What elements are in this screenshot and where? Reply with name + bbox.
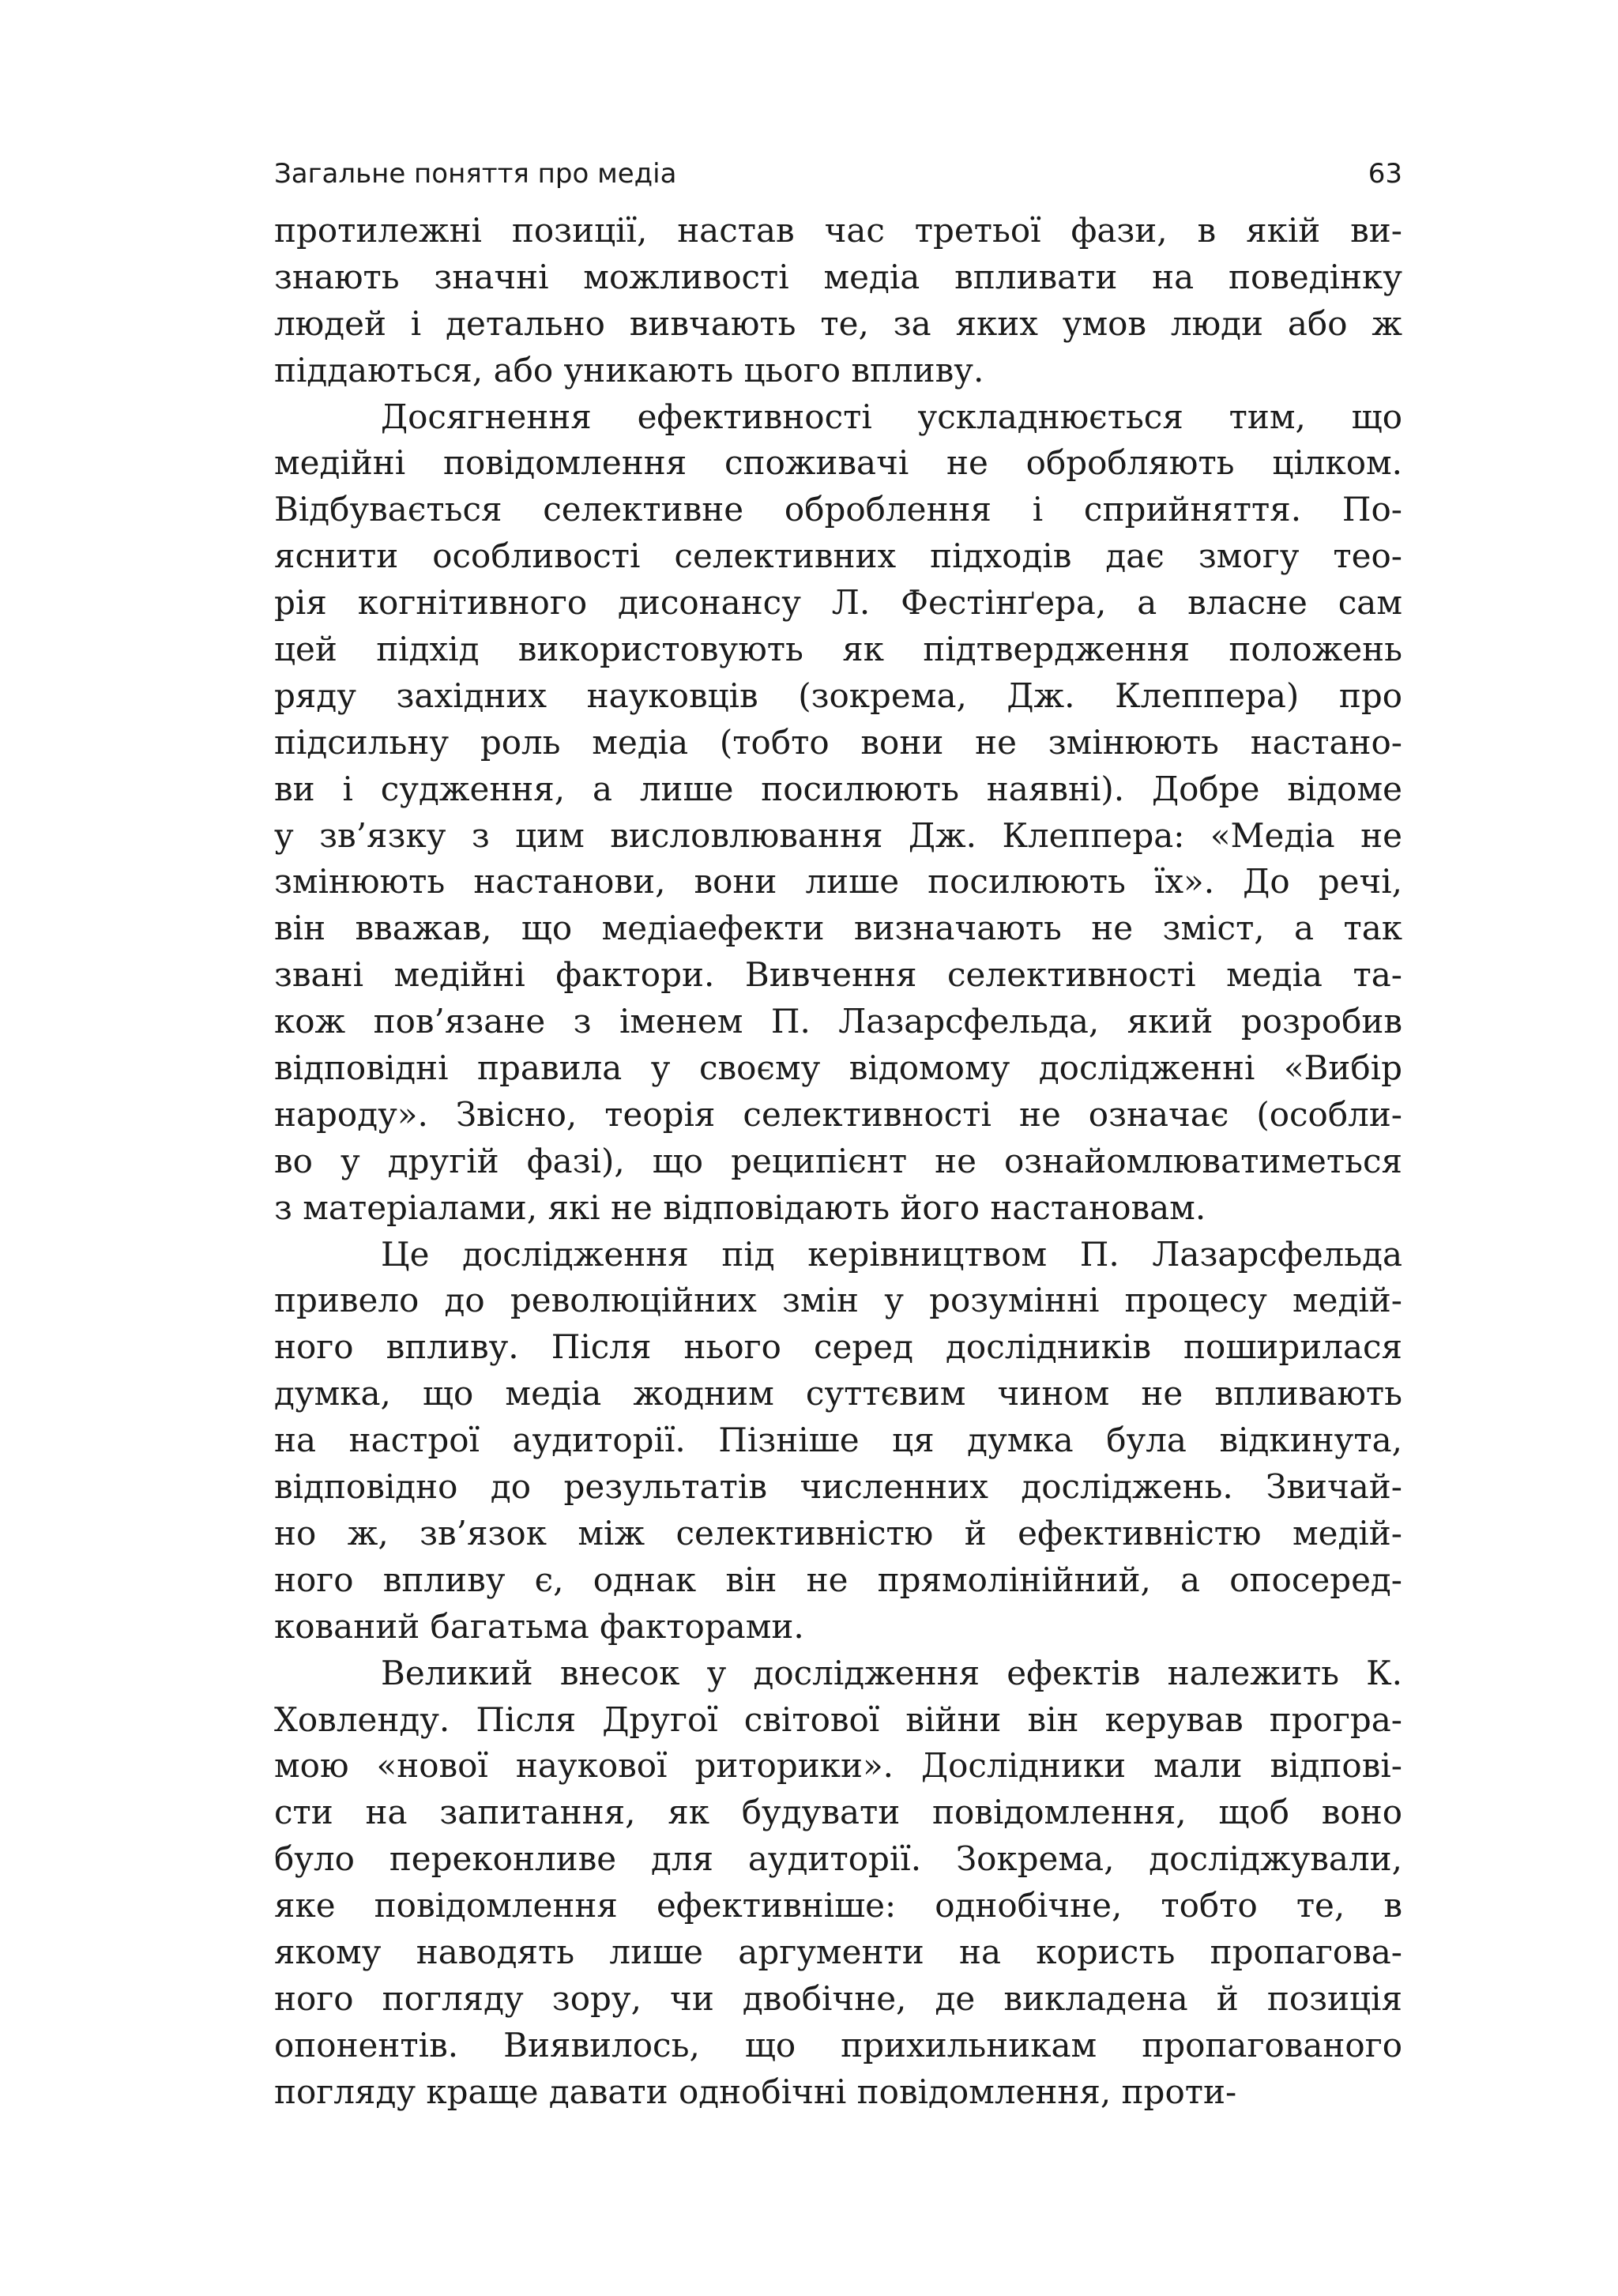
text-line: во у другій фазі), що реципієнт не ознайомлюватиметься [274,1141,1402,1180]
text-line: кож пов’язане з іменем П. Лазарсфельда, який розробив [274,1002,1402,1041]
text-line: яке повідомлення ефективніше: однобічне, тобто те, в [274,1886,1402,1925]
text-line: ного впливу. Після нього серед дослідників поширилася [274,1327,1402,1367]
text-line: Великий внесок у дослідження ефектів належить К. [381,1653,1402,1692]
text-line: відповідні правила у своєму відомому дослідженні «Вибір [274,1048,1402,1088]
text-line: ного погляду зору, чи двобічне, де викладена й позиція [274,1978,1402,2018]
paragraph [274,208,1402,394]
text-line: но ж, зв’язок між селективністю й ефективністю медій- [274,1513,1402,1553]
text-line: людей і детально вивчають те, за яких умов люди або ж [274,303,1402,343]
text-line: погляду краще давати однобічні повідомлення, проти- [274,2072,1237,2111]
running-head [274,150,1402,198]
text-line: відповідно до результатів численних досліджень. Звичай- [274,1467,1402,1507]
text-line: підсильну роль медіа (тобто вони не змінюють настано- [274,722,1402,762]
running-head-title: Загальне поняття про медіа [274,158,677,190]
paragraph [274,1232,1402,1650]
text-line: сти на запитання, як будувати повідомлення, щоб воно [274,1793,1402,1832]
text-line: рія когнітивного дисонансу Л. Фестінґера, а власне сам [274,583,1402,623]
text-line: привело до революційних змін у розумінні процесу медій- [274,1281,1402,1320]
text-line: знають значні можливості медіа впливати на поведінку [274,257,1402,296]
text-line: звані медійні фактори. Вивчення селективності медіа та- [274,955,1402,995]
text-line: якому наводять лише аргументи на користь пропагова- [274,1932,1403,1971]
text-line: Це дослідження під керівництвом П. Лазарсфельда [381,1234,1402,1274]
text-line: народу». Звісно, теорія селективності не означає (особли- [274,1094,1402,1134]
text-line: Ховленду. Після Другої світової війни він керував програ- [274,1699,1402,1739]
page-number: 63 [1368,158,1402,190]
text-line: кований багатьма факторами. [274,1606,804,1646]
text-line: ви і судження, а лише посилюють наявні). Добре відоме [274,769,1402,808]
text-line: Досягнення ефективності ускладнюється тим, що [381,397,1402,436]
text-line: піддаються, або уникають цього впливу. [274,350,984,390]
body-text [274,208,1402,2116]
text-line: яснити особливості селективних підходів дає змогу тео- [274,536,1402,576]
text-line: на настрої аудиторії. Пізніше ця думка була відкинута, [274,1421,1402,1460]
text-line: змінюють настанови, вони лише посилюють їх». До речі, [274,862,1402,901]
text-line: цей підхід використовують як підтвердження положень [274,630,1402,669]
text-line: протилежні позиції, настав час третьої фази, в якій ви- [274,211,1402,250]
paragraph [274,394,1402,1232]
text-line: мою «нової наукової риторики». Дослідники мали відпові- [274,1746,1402,1786]
text-line: він вважав, що медіаефекти визначають не зміст, а так [274,909,1402,948]
text-line: медійні повідомлення споживачі не обробляють цілком. [274,443,1402,483]
text-line: було переконливе для аудиторії. Зокрема, досліджували, [274,1839,1402,1879]
text-line: ного впливу є, однак він не прямолінійний, а опосеред- [274,1560,1402,1599]
text-line: ряду західних науковців (зокрема, Дж. Клеппера) про [274,676,1402,715]
text-line: думка, що медіа жодним суттєвим чином не впливають [274,1374,1402,1413]
text-line: Відбувається селективне оброблення і сприйняття. По- [274,490,1402,529]
text-line: опонентів. Виявилось, що прихильникам пропагованого [274,2025,1402,2065]
text-line: з матеріалами, які не відповідають його настановам. [274,1188,1206,1227]
text-line: у зв’язку з цим висловлювання Дж. Клеппера: «Медіа не [274,815,1402,855]
paragraph [274,1650,1402,2116]
